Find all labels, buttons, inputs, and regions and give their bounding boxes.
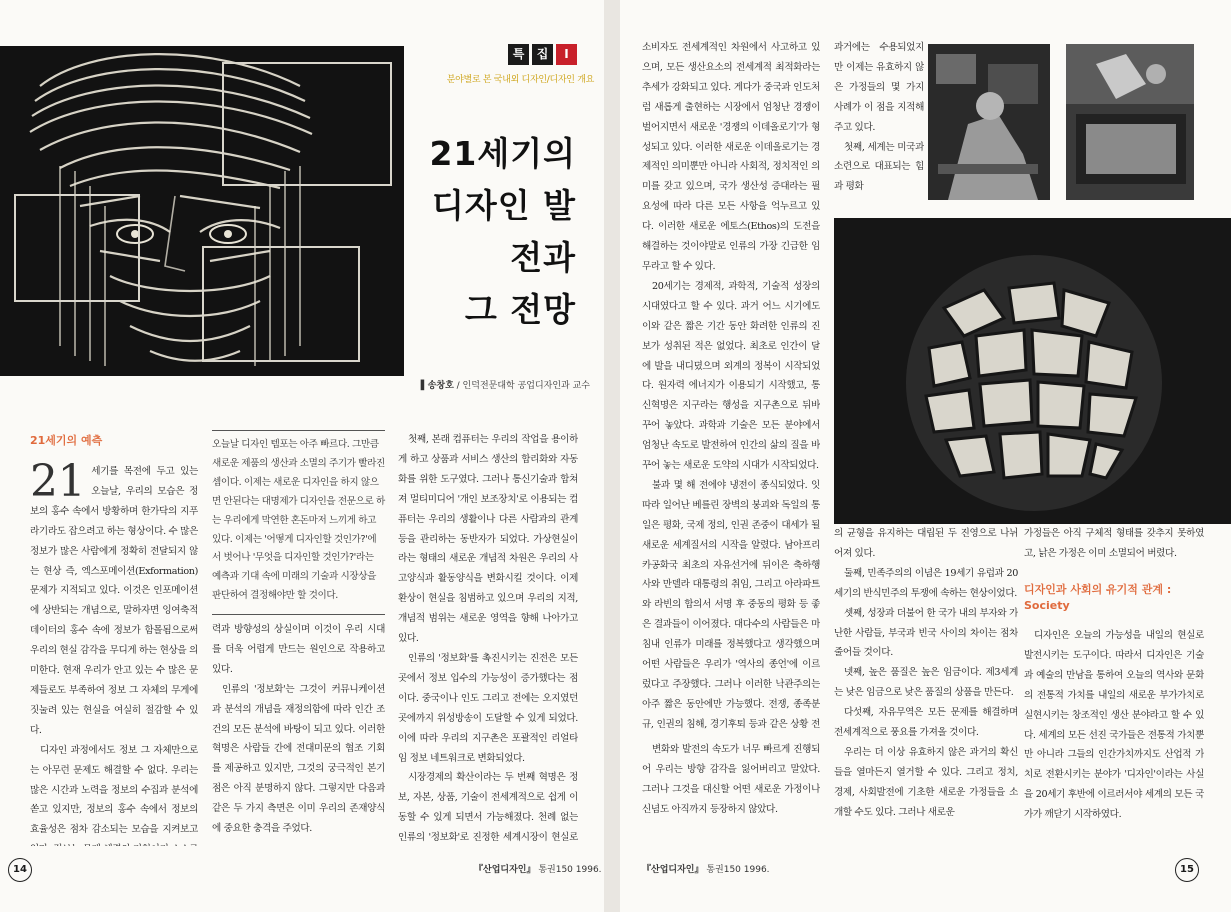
title-line-3: 그 전망 [464,290,576,329]
right-body-column-2-bottom [834,524,1018,848]
overlay-frame-top [222,62,392,186]
body-column-1 [30,462,198,846]
mosaic-sphere-graphic [834,218,1231,524]
badge-char-1: 특 [508,44,529,65]
photo-mosaic-sphere [834,218,1231,524]
special-feature-badge [508,44,577,65]
paragraph-informatization: 인류의 '정보화'는 그것이 커뮤니케이션과 분석의 개념을 재정의함에 따라 인간 조건의 모든 분석에 바탕이 되고 있다. 이러한 혁명은 사람들 간에 전대미문의 협조 기회를 제공하고 있지만, 그것의 궁극적인 본기점은 아직 분명하지 않다. 그렇지만 다음과 같은 두 가지 측면은 이미 우리의 존재양식에 중요한 충격을 주었다. [212,683,385,835]
footer-left [474,862,602,875]
paragraph-fifth: 다섯째, 자유무역은 모든 문제를 해결하며 전세계적으로 풍요를 가져올 것이다. [834,707,1018,739]
body-column-3 [398,430,578,848]
footer-left-mag: 『산업디자인』 [474,865,536,875]
footer-right-issue: 통권150 1996. [703,865,770,875]
paragraph-computer: 첫째, 본래 컴퓨터는 우리의 작업을 용이하게 하고 상품과 서비스 생산의 합리화와 자동화를 위한 도구였다. 그러나 통신기술과 합쳐져 멀티미디어 '개인 보조장치'로 이용되는 컴퓨터는 우리의 생활이나 다른 사람과의 관계 등을 관리하는 동반자가 되었다. 가상현실이라는 형태의 새로운 개념적 차원은 우리의 사고양식과 활동양식을 변화시킬 것이다. 이제 환상이 현실을 침범하고 있으며 우리의 지적, 개념적 범위는 새로운 영역을 향해 나아가고 있다. [398,434,578,645]
body-column-2 [212,620,385,848]
paragraph-design-tool: 디자인은 오늘의 가능성을 내일의 현실로 발전시키는 도구이다. 따라서 디자인은 기술과 예술의 만남을 통하여 오늘의 역사와 문화의 전통적 가치를 내일의 새로운 부가가치로 실현시키는 창조적인 생산 분야라고 할 수 있다. 세계의 모든 선진 국가들은 전통적 가치뿐만 아니라 그들의 인간가치까지도 산업적 가치로 전환시키는 분야가 '디자인'이라는 사실을 20세기 후반에 이르러서야 세계의 모든 국가가 깨닫기 시작하였다. [1024,630,1204,821]
right-body-column-1 [642,38,820,730]
title-line-1: 21세기의 [429,134,576,173]
paragraph-new-assumptions: 가정들은 아직 구체적 형태를 갖추지 못하였고, 낡은 가정은 이미 소멸되어 버렸다. [1024,528,1204,559]
badge-char-2: 집 [532,44,553,65]
right-page [620,0,1231,912]
left-page [0,0,604,912]
paragraph-third: 셋째, 성장과 더불어 한 국가 내의 부자와 가난한 사람들, 부국과 빈국 사이의 차이는 점차 줄어들 것이다. [834,607,1018,659]
dropcap: 21 [30,462,86,507]
paragraph-market-economy: 시장경제의 확산이라는 두 번째 혁명은 정보, 자본, 상품, 기술이 전세계적으로 쉽게 이동할 수 있게 되면서 가능해졌다. 천례 없는 인류의 '정보화'로 진정한 세계시장이 현실로 [398,772,578,844]
section-heading-society: 디자인과 사회의 유기적 관계 : Society [1024,583,1172,612]
author-name: 송창호 [427,381,454,391]
footer-right-mag: 『산업디자인』 [642,865,704,875]
title-line-2: 디자인 발전과 [431,186,576,277]
paragraph-col2-cont: 력과 방향성의 상실이며 이것이 우리 시대를 더욱 어렵게 만드는 원인으로 작용하고 있다. [212,624,385,675]
paragraph-consumers: 소비자도 전세계적인 차원에서 사고하고 있으며, 모든 생산요소의 전세계적 최적화라는 추세가 강화되고 있다. 게다가 중국과 인도처럼 새롭게 출현하는 시장에서 엄청난 경쟁이 벌어지면서 새로운 '경쟁의 이데올로기'가 형성되고 있다. 이러한 새로운 이데올로기는 경제적인 의미뿐만 아니라 사회적, 정치적인 의미를 갖고 있으며, 국가 생산성 증대라는 필요성에 따라 다른 모든 사항을 억누르고 있다. 이러한 새로운 에토스(Ethos)의 도전을 해결하는 것이야말로 인류의 가장 긴급한 임무라고 할 수 있다. [642,42,820,272]
page-number-left: 14 [8,858,32,882]
article-subtitle: 분야별로 본 국내외 디자인/디자인 개요 [446,75,594,85]
page-gutter [604,0,620,912]
section-heading-forecast: 21세기의 예측 [30,434,103,447]
right-body-column-2-top [834,38,924,198]
author-affiliation: / 인덕전문대학 공업디자인과 교수 [453,381,590,391]
paragraph-design-process: 디자인 과정에서도 정보 그 자체만으로는 아무런 문제도 해결할 수 없다. 우리는 많은 시간과 노력을 정보의 수집과 분석에 쏟고 있지만, 정보의 홍수 속에서 정보의 효율성은 점차 감소되는 모습을 지켜보고 [30,744,198,836]
pull-quote: 오늘날 디자인 템포는 아주 빠르다. 그만큼 새로운 제품의 생산과 소멸의 주기가 빨라진 셈이다. 이제는 새로운 디자인을 하지 않으면 안된다는 대명제가 디자인을 전문으로 하는 우리에게 막연한 혼돈마저 느끼게 하고 있다. 이제는 '어떻게 디자인할 것인가?'에서 벗어나 '무엇을 디자인할 것인가?'라는 예측과 기대 속에 미래의 기술과 시장상을 판단하여 결정해야만 할 것이다. [212,430,385,615]
paragraph-assumptions: 과거에는 수용되었지만 이제는 유효하지 않은 가정들의 몇 가지 사례가 이 점을 지적해 주고 있다. [834,42,924,133]
article-title [404,128,576,336]
author-byline: ▌송창호 / 인덕전문대학 공업디자인과 교수 [420,381,590,391]
paragraph-fourth: 넷째, 높은 품질은 높은 임금이다. 제3세계는 낮은 임금으로 낮은 품질의 상품을 만든다. [834,667,1018,699]
paragraph-first: 첫째, 세계는 미국과 소련으로 대표되는 힘과 평화 [834,141,924,193]
footer-right [642,862,770,875]
paragraph-cold-war: 불과 몇 해 전에야 냉전이 종식되었다. 잇따라 일어난 베를린 장벽의 붕괴와 독일의 통일은 평화, 국제 정의, 인권 존중이 대세가 될 새로운 세계질서의 시작을 알렸다. 남아프리카공화국 최초의 자유선거에 뒤이은 축하행사와 만델라 대통령의 취임, 그리고 아라파트와 라빈의 합의서 서명 후 중동의 평화 등 좋은 결과들이 이어졌다. 대다수의 사람들은 마침내 인류가 미래를 정복했다고 생각했으며 어떤 사람들은 우리가 '역사의 종언'에 이르렀다고 주장했다. 그러나 이러한 낙관주의는 아주 짧은 동안에만 가능했다. 전쟁, 종족분규, 인권의 침해, 경기후퇴 등과 같은 상황 전 [642,479,820,730]
photo-worker-right [1066,44,1194,200]
right-body-column-3-top [1024,524,1204,572]
paragraph-satellite: 인류의 '정보화'를 촉진시키는 진전은 모든 곳에서 정보 입수의 가능성이 증가했다는 점이다. 중국이나 인도 그리고 전에는 오지였던 곳에까지 위성방송이 도달할 수 있게 되었다. 이에 따라 우리의 지구촌은 포괄적인 리얼타임 정보 네트워크로 변화되었다. [398,652,578,764]
paragraph-intro [30,462,198,741]
worker-photo-graphic [928,44,1050,200]
right-body-column-3 [1024,626,1204,848]
engineer-photo-graphic [1066,44,1194,200]
hero-face-illustration [0,46,404,376]
paragraph-balance: 의 균형을 유지하는 대립된 두 진영으로 나뉘어져 있다. [834,528,1018,559]
overlay-frame-bottom [202,246,360,362]
paragraph-20th-century: 20세기는 경제적, 과학적, 기술적 성장의 시대였다고 할 수 있다. 과거 어느 시기에도 이와 같은 짧은 기간 동안 화려한 인류의 진보가 성취된 적은 없었다. 최초로 인간이 달에 발을 내디뎠으며 외계의 정복이 시작되었다. 원자력 에너지가 이용되기 시작했고, 통신혁명은 지구라는 행성을 지구촌으로 뒤바꾸어 놓았다. 과학과 기술은 모든 분야에서 엄청난 속도로 발전하여 인간의 삶의 질을 바꾸어 놓는 새로운 도약의 시대가 시작되었다. [642,280,820,472]
paragraph-second: 둘째, 민족주의의 이념은 19세기 유럽과 20세기의 반식민주의 투쟁에 속하는 현상이었다. [834,567,1018,599]
badge-char-3: I [556,44,577,65]
paragraph-past-convictions: 우리는 더 이상 유효하지 않은 과거의 확신들을 열마든지 열거할 수 있다. 그리고 정치, 경제, 사회발전에 기초한 새로운 가정들을 소개할 수도 있다. 그러나 새로운 [834,746,1018,818]
paragraph-speed-of-change: 변화와 발전의 속도가 너무 빠르게 진행되어 우리는 방향 감각을 잃어버리고 말았다. 그러나 그것을 대신할 어떤 새로운 가정이나 신념도 아직까지 등장하지 않았다. [642,744,820,815]
right-body-column-1-bottom [642,740,820,848]
photo-worker-left [928,44,1050,200]
footer-left-issue: 통권150 1996. [535,865,602,875]
paragraph-intro-text: 세기를 목전에 두고 있는 오늘날, 우리의 모습은 정보의 홍수 속에서 방황하며 한가닥의 지푸라기라도 잡으려고 하는 형상이다. 수 많은 정보가 많은 사람에게 정확히 전달되지 않는 현상 즉, 엑스포메이션(Exformation) 문제가 지적되고 있다. 이것은 인포메이션에 상반되는 개념으로, 말하자면 잉여축적 데이터의 홍수 속에 정보가 함몰됨으로써 우리의 현실 감각을 무디게 하는 현상을 의미한다. 현재 우리가 안고 있는 수 많은 문제들로도 부족하여 정보 그 자체의 무게에 짓눌려 있는 현실을 여실히 절감할 수 있다. [30,466,198,736]
page-number-right: 15 [1175,858,1199,882]
overlay-frame-left [14,194,140,302]
